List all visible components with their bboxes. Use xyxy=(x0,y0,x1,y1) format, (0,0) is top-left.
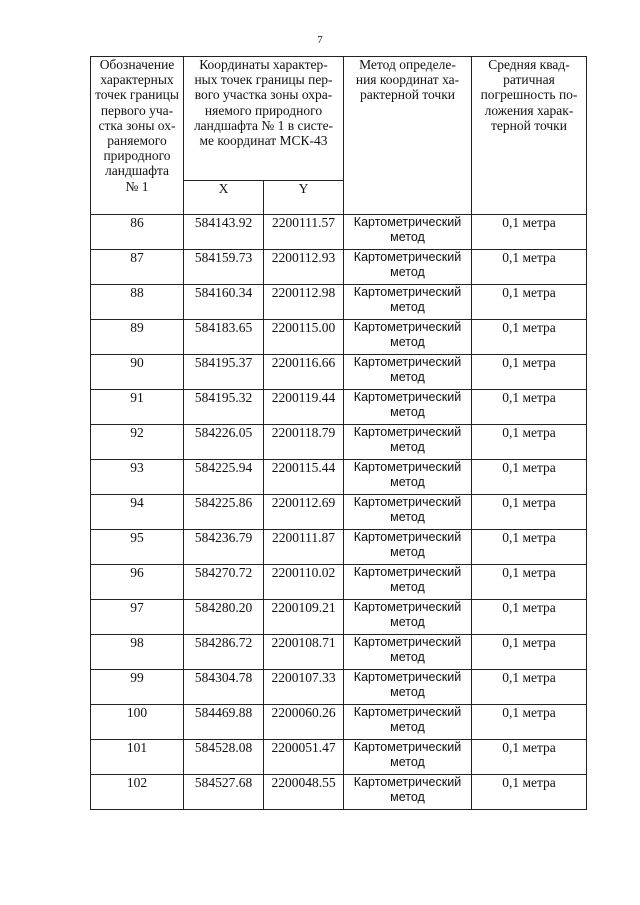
y-coordinate-cell: 2200048.55 xyxy=(264,775,344,810)
x-coordinate-cell: 584225.86 xyxy=(184,495,264,530)
error-cell: 0,1 метра xyxy=(472,635,587,670)
point-designation-cell: 92 xyxy=(91,425,184,460)
point-designation-cell: 96 xyxy=(91,565,184,600)
table-row xyxy=(91,425,587,460)
point-designation-cell: 98 xyxy=(91,635,184,670)
x-coordinate-cell: 584286.72 xyxy=(184,635,264,670)
table-row xyxy=(91,670,587,705)
x-coordinate-cell: 584159.73 xyxy=(184,250,264,285)
table-row xyxy=(91,355,587,390)
header-error: Средняя квад- ратичная погрешность по- ложения харак- терной точки xyxy=(472,57,587,215)
y-coordinate-cell: 2200115.44 xyxy=(264,460,344,495)
table-row xyxy=(91,635,587,670)
error-cell: 0,1 метра xyxy=(472,495,587,530)
point-designation-cell: 97 xyxy=(91,600,184,635)
method-cell: Картометрический метод xyxy=(344,565,472,600)
x-coordinate-cell: 584304.78 xyxy=(184,670,264,705)
x-coordinate-cell: 584183.65 xyxy=(184,320,264,355)
error-cell: 0,1 метра xyxy=(472,775,587,810)
y-coordinate-cell: 2200119.44 xyxy=(264,390,344,425)
y-coordinate-cell: 2200108.71 xyxy=(264,635,344,670)
error-cell: 0,1 метра xyxy=(472,285,587,320)
method-cell: Картометрический метод xyxy=(344,425,472,460)
table-row xyxy=(91,250,587,285)
method-cell: Картометрический метод xyxy=(344,530,472,565)
header-y: Y xyxy=(264,181,344,215)
header-x: X xyxy=(184,181,264,215)
method-cell: Картометрический метод xyxy=(344,600,472,635)
point-designation-cell: 99 xyxy=(91,670,184,705)
table-row xyxy=(91,495,587,530)
method-cell: Картометрический метод xyxy=(344,495,472,530)
page-number: 7 xyxy=(317,34,323,46)
method-cell: Картометрический метод xyxy=(344,320,472,355)
y-coordinate-cell: 2200112.69 xyxy=(264,495,344,530)
table-row xyxy=(91,390,587,425)
y-coordinate-cell: 2200051.47 xyxy=(264,740,344,775)
point-designation-cell: 101 xyxy=(91,740,184,775)
error-cell: 0,1 метра xyxy=(472,425,587,460)
table-row xyxy=(91,565,587,600)
error-cell: 0,1 метра xyxy=(472,355,587,390)
point-designation-cell: 93 xyxy=(91,460,184,495)
error-cell: 0,1 метра xyxy=(472,600,587,635)
point-designation-cell: 87 xyxy=(91,250,184,285)
table-row xyxy=(91,740,587,775)
y-coordinate-cell: 2200115.00 xyxy=(264,320,344,355)
error-cell: 0,1 метра xyxy=(472,320,587,355)
table-row xyxy=(91,460,587,495)
x-coordinate-cell: 584469.88 xyxy=(184,705,264,740)
method-cell: Картометрический метод xyxy=(344,215,472,250)
table-row xyxy=(91,600,587,635)
point-designation-cell: 100 xyxy=(91,705,184,740)
table-row xyxy=(91,215,587,250)
error-cell: 0,1 метра xyxy=(472,670,587,705)
error-cell: 0,1 метра xyxy=(472,250,587,285)
y-coordinate-cell: 2200116.66 xyxy=(264,355,344,390)
table-row xyxy=(91,530,587,565)
error-cell: 0,1 метра xyxy=(472,530,587,565)
x-coordinate-cell: 584270.72 xyxy=(184,565,264,600)
error-cell: 0,1 метра xyxy=(472,215,587,250)
x-coordinate-cell: 584226.05 xyxy=(184,425,264,460)
method-cell: Картометрический метод xyxy=(344,670,472,705)
method-cell: Картометрический метод xyxy=(344,285,472,320)
y-coordinate-cell: 2200110.02 xyxy=(264,565,344,600)
x-coordinate-cell: 584527.68 xyxy=(184,775,264,810)
method-cell: Картометрический метод xyxy=(344,355,472,390)
y-coordinate-cell: 2200109.21 xyxy=(264,600,344,635)
point-designation-cell: 86 xyxy=(91,215,184,250)
coordinates-table xyxy=(90,56,587,810)
header-point-designation: Обозначение характерных точек границы первого уча- стка зоны ох- раняемого природного ландшафта № 1 xyxy=(91,57,184,215)
error-cell: 0,1 метра xyxy=(472,565,587,600)
method-cell: Картометрический метод xyxy=(344,740,472,775)
point-designation-cell: 88 xyxy=(91,285,184,320)
table-header-row xyxy=(91,57,587,181)
x-coordinate-cell: 584236.79 xyxy=(184,530,264,565)
point-designation-cell: 94 xyxy=(91,495,184,530)
x-coordinate-cell: 584528.08 xyxy=(184,740,264,775)
x-coordinate-cell: 584225.94 xyxy=(184,460,264,495)
error-cell: 0,1 метра xyxy=(472,740,587,775)
method-cell: Картометрический метод xyxy=(344,635,472,670)
method-cell: Картометрический метод xyxy=(344,775,472,810)
x-coordinate-cell: 584195.37 xyxy=(184,355,264,390)
point-designation-cell: 95 xyxy=(91,530,184,565)
method-cell: Картометрический метод xyxy=(344,390,472,425)
header-method: Метод определе- ния координат ха- рактерной точки xyxy=(344,57,472,215)
header-coordinates: Координаты характер- ных точек границы пер- вого участка зоны охра- няемого природного ландшафта № 1 в систе- ме координат МСК-43 xyxy=(184,57,344,181)
error-cell: 0,1 метра xyxy=(472,460,587,495)
y-coordinate-cell: 2200060.26 xyxy=(264,705,344,740)
y-coordinate-cell: 2200111.87 xyxy=(264,530,344,565)
method-cell: Картометрический метод xyxy=(344,250,472,285)
y-coordinate-cell: 2200112.93 xyxy=(264,250,344,285)
y-coordinate-cell: 2200111.57 xyxy=(264,215,344,250)
point-designation-cell: 91 xyxy=(91,390,184,425)
point-designation-cell: 89 xyxy=(91,320,184,355)
x-coordinate-cell: 584143.92 xyxy=(184,215,264,250)
y-coordinate-cell: 2200118.79 xyxy=(264,425,344,460)
table-row xyxy=(91,705,587,740)
method-cell: Картометрический метод xyxy=(344,705,472,740)
method-cell: Картометрический метод xyxy=(344,460,472,495)
error-cell: 0,1 метра xyxy=(472,390,587,425)
x-coordinate-cell: 584195.32 xyxy=(184,390,264,425)
x-coordinate-cell: 584160.34 xyxy=(184,285,264,320)
point-designation-cell: 102 xyxy=(91,775,184,810)
table-row xyxy=(91,320,587,355)
x-coordinate-cell: 584280.20 xyxy=(184,600,264,635)
table-row xyxy=(91,285,587,320)
point-designation-cell: 90 xyxy=(91,355,184,390)
table-row xyxy=(91,775,587,810)
error-cell: 0,1 метра xyxy=(472,705,587,740)
y-coordinate-cell: 2200107.33 xyxy=(264,670,344,705)
table-body xyxy=(91,215,587,810)
y-coordinate-cell: 2200112.98 xyxy=(264,285,344,320)
